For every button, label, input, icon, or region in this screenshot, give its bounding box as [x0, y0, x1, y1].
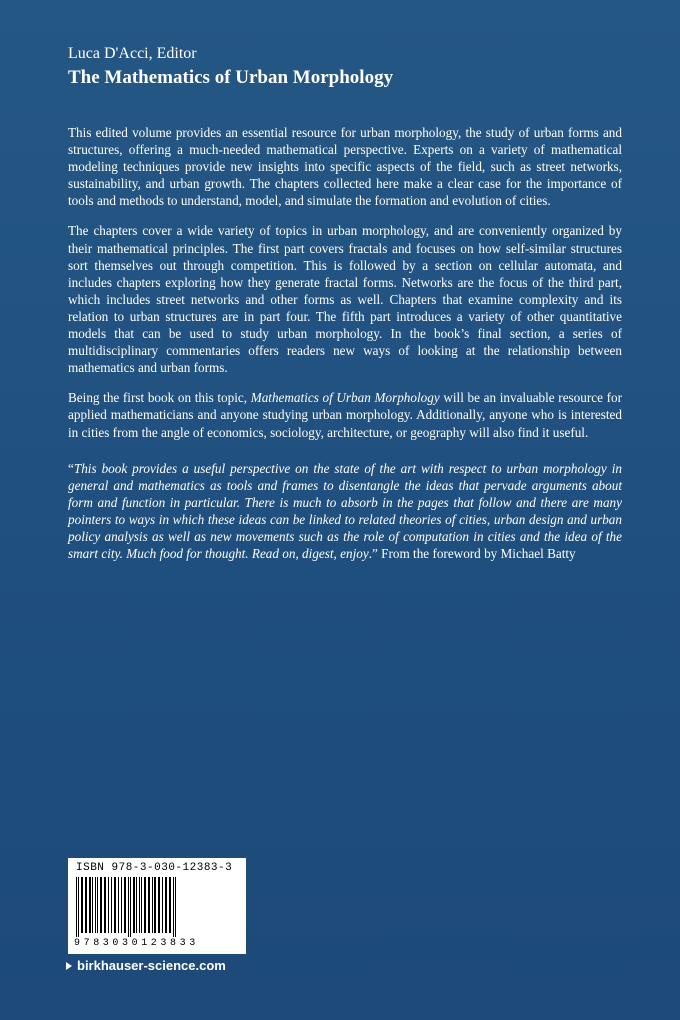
barcode-digits: 9783030123833: [74, 938, 199, 949]
quote-text: This book provides a useful perspective on the state of the art with respect to urban morphology in general and mathematics as tools and frames to disentangle the ideas that pervade arguments about form and function in particular. There is much to absorb in the pages that follow and there are many pointers to ways in which these ideas can be linked to related theories of cities, urban design and urban policy analysis as well as new movements such as the role of computation in cities and the idea of the smart city. Much food for thought. Read on, digest, enjoy: [68, 460, 622, 562]
barcode-bar: [124, 877, 126, 933]
barcode-bar: [136, 877, 137, 933]
blurb-paragraph-2: The chapters cover a wide variety of topics in urban morphology, and are conveniently organized by their mathematical principles. The first part covers fractals and focuses on how self-similar structures sort themselves out through competition. This is followed by a section on cellular automata, and includes chapters exploring how they generate fractal forms. Networks are the focus of the third part, which includes street networks and other forms as well. Chapters that examine complexity and its relation to urban structures are in part four. The fifth part introduces a variety of other quantitative models that can be used to study urban morphology. In the book’s final section, a series of multidisciplinary commentaries offers readers new ways of looking at the relationship between mathematics and urban forms.: [68, 223, 622, 376]
barcode-bar: [78, 877, 79, 937]
publisher-website[interactable]: [66, 958, 226, 973]
barcode-bar: [154, 877, 156, 933]
barcode-bar: [114, 877, 116, 933]
website-url[interactable]: birkhauser-science.com: [77, 958, 226, 973]
barcode-bar: [104, 877, 106, 933]
barcode-bar: [162, 877, 163, 933]
paragraph-3-start: Being the first book on this topic,: [68, 390, 251, 406]
barcode-bar: [158, 877, 160, 933]
barcode-bar: [81, 877, 83, 933]
isbn-label: ISBN 978-3-030-12383-3: [76, 862, 233, 874]
barcode-bar: [175, 877, 176, 937]
quote-attribution: .” From the foreword by Michael Batty: [368, 546, 576, 562]
barcode-bar: [128, 877, 129, 937]
barcode-bar: [173, 877, 174, 937]
barcode-bar: [133, 877, 135, 933]
book-title-italic: Mathematics of Urban Morphology: [250, 390, 440, 406]
barcode-bar: [100, 877, 102, 933]
barcode-bar: [111, 877, 112, 933]
barcode-bar: [95, 877, 96, 933]
foreword-quote: [68, 460, 622, 563]
barcode-bar: [97, 877, 98, 933]
blurb-paragraph-1: This edited volume provides an essential resource for urban morphology, the study of urban forms and structures, offering a much-needed mathematical perspective. Experts on a variety of mathematical modeling techniques provide new insights into specific aspects of the field, such as street networks, sustainability, and urban growth. The chapters collected here make a clear case for the importance of tools and methods to understand, model, and simulate the formation and evolution of cities.: [68, 125, 622, 209]
isbn-barcode: [68, 858, 246, 954]
editor-name: Luca D'Acci, Editor: [68, 45, 197, 62]
blurb: [68, 124, 622, 575]
paragraph-3-end: will be an invaluable resource for applied mathematicians and anyone studying urban morphology. Additionally, anyone who is interested in cities from the angle of economics, sociology, architecture, or geography will also find it useful.: [68, 390, 623, 440]
barcode-bar: [118, 877, 119, 933]
barcode-bar: [152, 877, 153, 933]
barcode-bar: [89, 877, 91, 933]
blurb-paragraph-3: [68, 389, 622, 440]
barcode-bars: [74, 877, 240, 937]
arrow-right-icon: [66, 962, 72, 970]
barcode-bar: [121, 877, 122, 933]
quote-open-mark: “: [68, 460, 74, 476]
barcode-bar: [139, 877, 140, 933]
barcode-bar: [92, 877, 93, 933]
cover-header: [68, 44, 628, 90]
barcode-bar: [85, 877, 87, 933]
barcode-bar: [108, 877, 109, 933]
barcode-bar: [76, 877, 77, 937]
barcode-bar: [141, 877, 142, 933]
barcode-bar: [165, 877, 167, 933]
barcode-bar: [169, 877, 171, 933]
barcode-bar: [144, 877, 146, 933]
book-title: The Mathematics of Urban Morphology: [68, 67, 394, 88]
barcode-bar: [130, 877, 131, 937]
barcode-bar: [148, 877, 150, 933]
